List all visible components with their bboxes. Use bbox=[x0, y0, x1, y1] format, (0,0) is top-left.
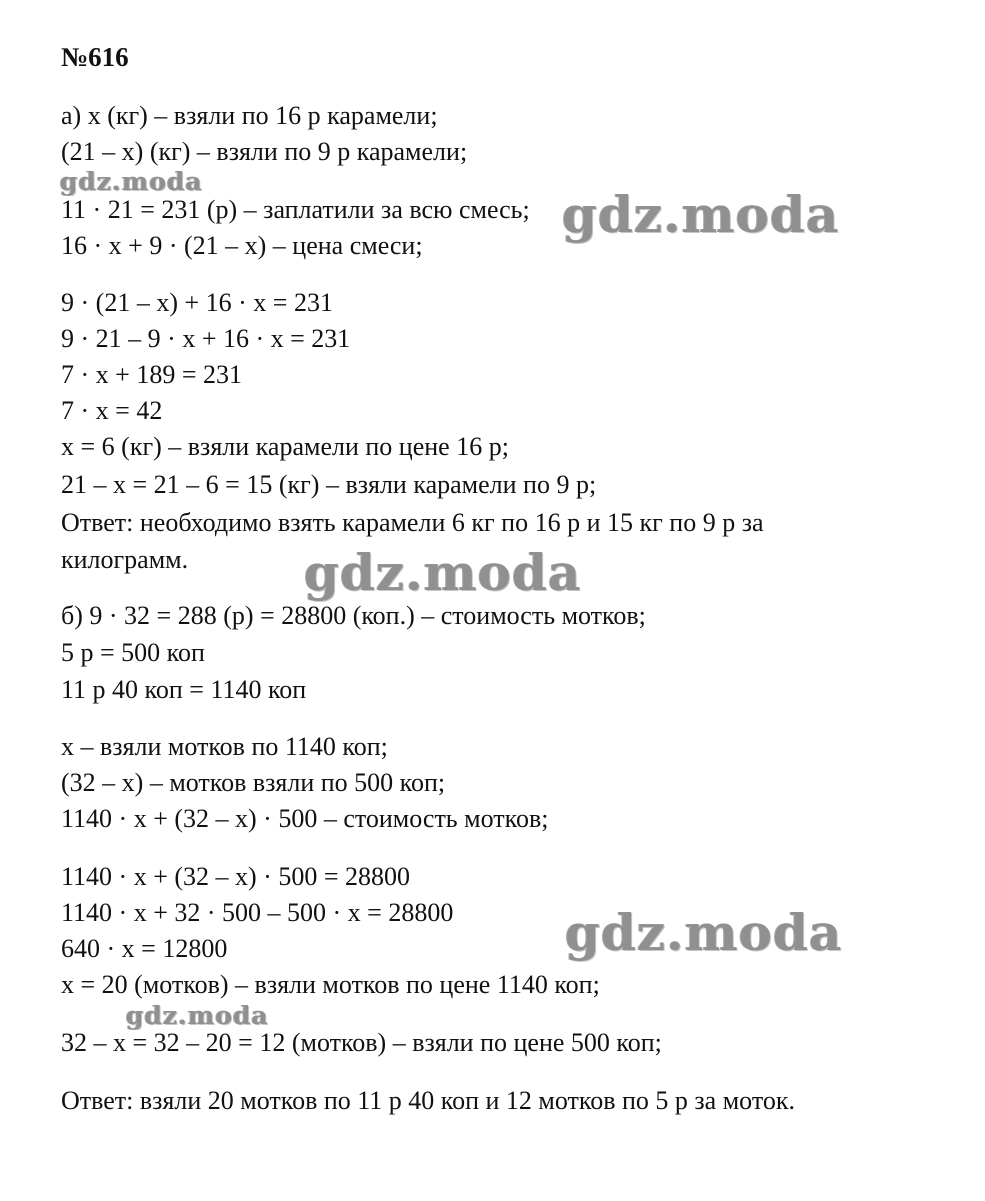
equation-line-a2: 9 · 21 – 9 · х + 16 · х = 231 bbox=[61, 324, 351, 353]
watermark-small-2: gdz.moda bbox=[126, 1001, 269, 1030]
equation-line-a5: х = 6 (кг) – взяли карамели по цене 16 р; bbox=[61, 432, 509, 461]
solution-line-b5: (32 – х) – мотков взяли по 500 коп; bbox=[61, 768, 446, 797]
watermark-large-1: gdz.moda bbox=[562, 185, 840, 244]
solution-line-a2: (21 – х) (кг) – взяли по 9 р карамели; bbox=[61, 137, 468, 166]
watermark-small-1: gdz.moda bbox=[60, 167, 203, 196]
solution-line-b4: х – взяли мотков по 1140 коп; bbox=[61, 732, 388, 761]
problem-number: №616 bbox=[61, 42, 129, 72]
equation-line-b2: 1140 · х + 32 · 500 – 500 · х = 28800 bbox=[61, 898, 454, 927]
answer-line-b1: Ответ: взяли 20 мотков по 11 р 40 коп и 12 мотков по 5 р за моток. bbox=[61, 1086, 795, 1115]
equation-line-a6: 21 – х = 21 – 6 = 15 (кг) – взяли карамели по 9 р; bbox=[61, 470, 597, 499]
equation-line-b1: 1140 · х + (32 – х) · 500 = 28800 bbox=[61, 862, 410, 891]
equation-line-a3: 7 · х + 189 = 231 bbox=[61, 360, 242, 389]
solution-line-a4: 16 · х + 9 · (21 – х) – цена смеси; bbox=[61, 231, 423, 260]
answer-line-a1: Ответ: необходимо взять карамели 6 кг по 16 р и 15 кг по 9 р за bbox=[61, 508, 764, 537]
solution-line-b6: 1140 · х + (32 – х) · 500 – стоимость мотков; bbox=[61, 804, 549, 833]
watermark-large-3: gdz.moda bbox=[565, 903, 843, 962]
equation-line-a4: 7 · х = 42 bbox=[61, 396, 163, 425]
solution-line-a1: а) х (кг) – взяли по 16 р карамели; bbox=[61, 101, 438, 130]
equation-line-b3: 640 · х = 12800 bbox=[61, 934, 228, 963]
equation-line-b4: х = 20 (мотков) – взяли мотков по цене 1140 коп; bbox=[61, 970, 600, 999]
solution-line-b2: 5 р = 500 коп bbox=[61, 638, 205, 667]
solution-line-b1: б) 9 · 32 = 288 (р) = 28800 (коп.) – стоимость мотков; bbox=[61, 601, 646, 630]
watermark-large-2: gdz.moda bbox=[304, 543, 582, 602]
equation-line-b5: 32 – х = 32 – 20 = 12 (мотков) – взяли по цене 500 коп; bbox=[61, 1028, 662, 1057]
solution-line-b3: 11 р 40 коп = 1140 коп bbox=[61, 675, 307, 704]
answer-line-a2: килограмм. bbox=[61, 545, 189, 574]
equation-line-a1: 9 · (21 – х) + 16 · х = 231 bbox=[61, 288, 333, 317]
solution-line-a3: 11 · 21 = 231 (р) – заплатили за всю смесь; bbox=[61, 195, 530, 224]
